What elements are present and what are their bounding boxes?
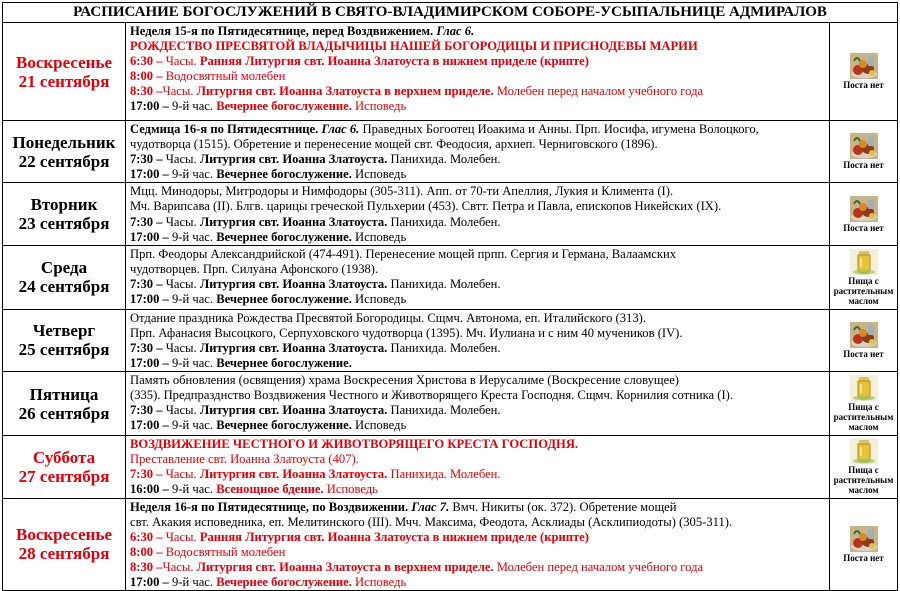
day-cell [3, 121, 126, 183]
service-text: чудотворца (1515). Обретение и перенесение мощей свт. Феодосия, архиеп. Черниговского (1896). [130, 137, 658, 152]
service-text: Молебен перед началом учебного года [496, 559, 704, 574]
service-text: 7:30 – [130, 340, 166, 355]
services-cell [126, 436, 830, 498]
service-line [130, 84, 826, 99]
service-text: Часы. [165, 214, 200, 229]
service-text: Панихида. Молебен. [390, 403, 501, 418]
service-text: 7:30 – [130, 467, 166, 482]
service-text: Исповедь [326, 482, 378, 497]
service-text: чудотворцев. Прп. Силуана Афонского (1938). [130, 261, 379, 276]
day-name: Понедельник [12, 132, 116, 152]
service-text: Праведных Богоотец Иоакима и Анны. Прп. Иосифа, игумена Волоцкого, [362, 122, 759, 136]
day-row [3, 245, 898, 309]
service-text: Преставление свт. Иоанна Златоуста (407). [130, 452, 359, 467]
service-text: Часы. [165, 340, 200, 355]
fast-cell [830, 372, 898, 436]
service-text: Литургия свт. Иоанна Златоуста. [199, 467, 391, 482]
fast-cell [830, 436, 898, 498]
service-text: Панихида. Молебен. [390, 152, 501, 167]
fast-label: Поста нет [843, 348, 884, 359]
service-text: 17:00 – [130, 99, 172, 114]
service-text: Вечернее богослужение. [216, 167, 356, 182]
service-line [130, 277, 826, 292]
service-line [130, 560, 826, 575]
services-cell [126, 245, 830, 309]
schedule-page [2, 2, 897, 589]
service-text: Всенощное бдение. [216, 482, 327, 497]
service-text: Литургия свт. Иоанна Златоуста. [199, 152, 391, 167]
service-line [130, 167, 826, 182]
day-name: Воскресенье [15, 525, 112, 545]
service-text: Часы. [165, 152, 200, 167]
service-text: Литургия свт. Иоанна Златоуста в верхнем приделе. [196, 559, 497, 574]
service-text: РОЖДЕСТВО ПРЕСВЯТОЙ ВЛАДЫЧИЦЫ НАШЕЙ БОГОРОДИЦЫ И ПРИСНОДЕВЫ МАРИИ [130, 39, 698, 54]
service-text: Литургия свт. Иоанна Златоуста. [199, 214, 391, 229]
day-name: Четверг [32, 321, 96, 341]
day-cell [3, 183, 126, 245]
fast-label: Поста нет [843, 160, 884, 171]
services-cell [126, 498, 830, 591]
service-line [130, 515, 826, 530]
day-date: 25 сентября [18, 340, 110, 360]
service-text: 17:00 – [130, 229, 172, 244]
service-text: Глас 6. [321, 122, 363, 136]
service-line [130, 99, 826, 114]
service-text: Ранняя Литургия свт. Иоанна Златоуста в нижнем приделе (крипте) [199, 529, 589, 544]
service-text: Панихида. Молебен. [390, 214, 501, 229]
service-line [130, 122, 826, 137]
day-cell [3, 23, 126, 121]
service-text: Литургия свт. Иоанна Златоуста. [199, 403, 391, 418]
service-text: Глас 6. [436, 24, 475, 38]
fast-cell [830, 121, 898, 183]
service-line [130, 403, 826, 418]
day-name: Среда [40, 258, 88, 278]
feast-food-icon [850, 322, 878, 348]
service-text: Ранняя Литургия свт. Иоанна Златоуста в нижнем приделе (крипте) [199, 54, 589, 69]
fast-cell [830, 245, 898, 309]
fast-label: Поста нет [843, 80, 884, 90]
service-text: Седмица 16-я по Пятидесятнице. [130, 122, 322, 136]
service-text: 9-й час. [171, 99, 217, 114]
service-line [130, 137, 826, 152]
service-text: Водосвятный молебен [165, 69, 286, 84]
service-text: Неделя 16-я по Пятидесятнице, по Воздвижении. [130, 499, 412, 514]
service-line [130, 262, 826, 277]
day-row [3, 121, 898, 183]
service-line [130, 500, 826, 515]
page-title: РАСПИСАНИЕ БОГОСЛУЖЕНИЙ В СВЯТО-ВЛАДИМИРСКОМ СОБОРЕ-УСЫПАЛЬНИЦЕ АДМИРАЛОВ [3, 3, 898, 23]
day-date: 28 сентября [18, 544, 110, 564]
service-text: Литургия свт. Иоанна Златоуста в верхнем приделе. [196, 84, 497, 99]
service-text: 8:30 – [130, 559, 163, 574]
services-cell [126, 372, 830, 436]
day-cell [3, 436, 126, 498]
day-cell [3, 309, 126, 371]
day-date: 23 сентября [18, 214, 110, 234]
service-text: 9-й час. [171, 574, 217, 589]
service-text: Панихида. Молебен. [390, 340, 501, 355]
day-cell [3, 245, 126, 309]
day-row [3, 372, 898, 436]
service-text: Вечернее богослужение. [216, 229, 356, 244]
feast-food-icon [850, 526, 878, 552]
service-text: ВОЗДВИЖЕНИЕ ЧЕСТНОГО И ЖИВОТВОРЯЩЕГО КРЕСТА ГОСПОДНЯ. [130, 437, 579, 452]
fast-cell [830, 23, 898, 121]
service-text: Панихида. Молебен. [390, 467, 501, 482]
service-text: Неделя 15-я по Пятидесятнице, перед Воздвижением. [130, 24, 437, 38]
service-text: 16:00 – [130, 482, 172, 497]
service-text: Исповедь [355, 99, 407, 114]
service-text: Исповедь [355, 229, 407, 244]
day-date: 22 сентября [18, 151, 110, 171]
fast-label: Пища с растительным маслом [833, 275, 894, 306]
service-text: Молебен перед началом учебного года [496, 84, 704, 99]
day-name: Пятница [29, 384, 99, 404]
service-text: Литургия свт. Иоанна Златоуста. [199, 276, 391, 291]
service-text: 8:30 – [130, 84, 163, 99]
service-text: 9-й час. [171, 418, 217, 433]
service-line [130, 54, 826, 69]
service-line [130, 24, 826, 39]
service-text: 6:30 – [130, 54, 166, 69]
service-line [130, 292, 826, 307]
day-row [3, 498, 898, 591]
service-text: Прп. Афанасия Высоцкого, Серпуховского чудотворца (1395). Мч. Иулиана и с ним 40 мучеников (IV). [130, 325, 683, 340]
day-cell [3, 372, 126, 436]
feast-food-icon [850, 133, 878, 159]
day-date: 24 сентября [18, 277, 110, 297]
fast-label: Поста нет [843, 222, 884, 233]
service-line [130, 247, 826, 262]
service-text: Исповедь [355, 418, 407, 433]
service-text: Исповедь [355, 574, 407, 589]
day-date: 27 сентября [18, 466, 110, 486]
day-date: 26 сентября [18, 403, 110, 423]
service-text: Часы. [162, 84, 197, 99]
service-text: 9-й час. [171, 229, 217, 244]
day-row [3, 309, 898, 371]
service-line [130, 575, 826, 590]
service-text: Вечернее богослужение. [216, 99, 356, 114]
service-line [130, 311, 826, 326]
services-cell [126, 309, 830, 371]
service-text: Литургия свт. Иоанна Златоуста. [199, 340, 391, 355]
service-text: Исповедь [355, 292, 407, 307]
service-text: 8:00 – [130, 69, 166, 84]
service-text: Часы. [165, 403, 200, 418]
oil-jar-icon [850, 375, 878, 401]
service-line [130, 356, 826, 371]
service-text: Вмч. Никиты (ок. 372). Обретение мощей [452, 499, 677, 514]
title-row [3, 3, 898, 23]
service-text: Вечернее богослужение. [216, 574, 356, 589]
service-text: Вечернее богослужение. [216, 356, 352, 371]
service-line [130, 152, 826, 167]
service-line [130, 199, 826, 214]
service-line [130, 373, 826, 388]
day-name: Воскресенье [15, 52, 112, 72]
service-text: Память обновления (освящения) храма Воскресения Христова в Иерусалиме (Воскресение словущее) [130, 373, 679, 388]
day-row [3, 436, 898, 498]
service-text: Часы. [165, 276, 200, 291]
service-text: 7:30 – [130, 214, 166, 229]
service-line [130, 452, 826, 467]
service-text: 17:00 – [130, 574, 172, 589]
service-text: 9-й час. [171, 167, 217, 182]
service-text: Глас 7. [411, 499, 453, 514]
service-text: 6:30 – [130, 529, 166, 544]
service-text: Часы. [162, 559, 197, 574]
schedule-body [3, 3, 898, 591]
day-name: Вторник [30, 195, 98, 215]
service-text: 17:00 – [130, 356, 172, 371]
service-line [130, 482, 826, 497]
fast-label: Поста нет [843, 552, 884, 563]
schedule-table [2, 2, 898, 591]
service-text: свт. Акакия исповедника, еп. Мелитинского (III). Мчч. Максима, Феодота, Асклиады (Асклипиодоты) (305-311). [130, 514, 733, 529]
service-text: Прп. Феодоры Александрийской (474-491). Перенесение мощей прпп. Сергия и Германа, Валаамских [130, 246, 677, 261]
service-text: 9-й час. [171, 292, 217, 307]
service-line [130, 326, 826, 341]
services-cell [126, 183, 830, 245]
day-cell [3, 498, 126, 591]
fast-cell [830, 309, 898, 371]
service-text: Часы. [165, 467, 200, 482]
service-line [130, 437, 826, 452]
services-cell [126, 121, 830, 183]
service-text: Часы. [165, 529, 200, 544]
service-text: Мцц. Минодоры, Митродоры и Нимфодоры (305-311). Апп. от 70-ти Апеллия, Лукия и Климента (I). [130, 184, 674, 199]
service-line [130, 388, 826, 403]
service-text: 8:00 – [130, 544, 166, 559]
service-text: Отдание праздника Рождества Пресвятой Богородицы. Сщмч. Автонома, еп. Италийского (313). [130, 310, 646, 325]
services-cell [126, 23, 830, 121]
fast-cell [830, 498, 898, 591]
service-line [130, 184, 826, 199]
day-name: Суббота [32, 447, 96, 467]
service-line [130, 467, 826, 482]
service-line [130, 230, 826, 245]
service-text: Исповедь [355, 167, 407, 182]
service-line [130, 418, 826, 433]
feast-food-icon [850, 53, 878, 79]
service-text: 7:30 – [130, 403, 166, 418]
fast-cell [830, 183, 898, 245]
service-line [130, 39, 826, 54]
service-text: 17:00 – [130, 418, 172, 433]
service-text: Водосвятный молебен [165, 544, 286, 559]
service-text: 17:00 – [130, 292, 172, 307]
service-text: 9-й час. [171, 356, 217, 371]
day-row [3, 23, 898, 121]
fast-label: Пища с растительным маслом [833, 465, 894, 496]
service-text: Мч. Варипсава (II). Блгв. царицы греческой Пульхерии (453). Свтт. Петра и Павла, епископов Никейских (IX). [130, 199, 722, 214]
day-row [3, 183, 898, 245]
day-date: 21 сентября [18, 71, 110, 91]
service-text: 7:30 – [130, 152, 166, 167]
service-line [130, 341, 826, 356]
service-line [130, 69, 826, 84]
service-line [130, 215, 826, 230]
oil-jar-icon [850, 249, 878, 275]
service-text: 9-й час. [171, 482, 217, 497]
service-text: Часы. [165, 54, 200, 69]
feast-food-icon [850, 196, 878, 222]
service-text: Панихида. Молебен. [390, 276, 501, 291]
fast-label: Пища с растительным маслом [833, 402, 894, 433]
service-line [130, 530, 826, 545]
service-text: Вечернее богослужение. [216, 418, 356, 433]
service-text: 17:00 – [130, 167, 172, 182]
service-text: (335). Предпразднство Воздвижения Честного и Животворящего Креста Господня. Сщмч. Корнилия сотника (I). [130, 388, 734, 403]
service-text: Вечернее богослужение. [216, 292, 356, 307]
service-text: 7:30 – [130, 276, 166, 291]
service-line [130, 545, 826, 560]
oil-jar-icon [850, 438, 878, 464]
